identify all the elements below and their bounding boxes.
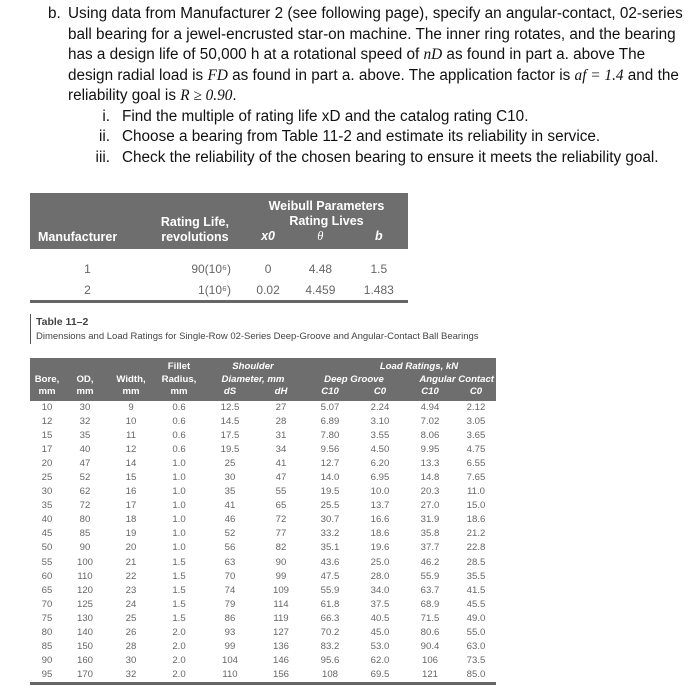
cell-dg-c10: 55.9 [320, 584, 340, 596]
table-caption: Dimensions and Load Ratings for Single-Row 02-Series Deep-Groove and Angular-Contact Ball Bearings [36, 331, 479, 342]
cell-width: 30 [125, 655, 137, 667]
cell-ac-c0: 3.05 [466, 415, 486, 427]
cell-fillet: 2.0 [172, 641, 186, 653]
cell-ac-c0: 22.8 [466, 542, 486, 554]
header-dh: dH [274, 386, 288, 397]
cell-ac-c0: 7.65 [466, 471, 486, 483]
cell-dh: 156 [272, 669, 289, 681]
cell-width: 17 [125, 500, 137, 512]
table-row [30, 499, 496, 513]
cell-dg-c10: 35.1 [320, 542, 340, 554]
table-row [30, 668, 496, 682]
cell-width: 11 [126, 429, 136, 441]
cell-width: 12 [125, 443, 137, 455]
cell-dg-c10: 70.2 [320, 627, 340, 638]
subitem-number: i. [102, 107, 110, 125]
table-row [30, 443, 496, 457]
cell-dg-c0: 53.0 [370, 641, 390, 653]
cell-dg-c10: 47.5 [320, 570, 340, 582]
cell-ds: 35 [224, 486, 236, 498]
header-b: b [374, 229, 383, 243]
cell-dh: 27 [275, 401, 287, 413]
cell-ac-c0: 45.5 [466, 598, 486, 610]
header-rating-lives: Rating Lives [289, 214, 364, 228]
cell-ds: 63 [224, 556, 236, 568]
cell-od: 100 [76, 556, 93, 568]
cell-bore: 80 [41, 627, 53, 638]
cell-od: 80 [79, 514, 91, 526]
cell-theta: 4.459 [305, 283, 336, 297]
cell-od: 110 [77, 570, 93, 582]
cell-fillet: 2.0 [172, 627, 186, 638]
text-segment: as found in part a. above. The application factor is [227, 66, 575, 84]
cell-ds: 19.5 [220, 443, 240, 455]
header-radius: Radius, [161, 373, 197, 385]
table-row [30, 640, 496, 654]
cell-width: 28 [125, 641, 137, 653]
cell-dh: 119 [273, 612, 289, 624]
cell-dg-c0: 62.0 [370, 655, 390, 667]
cell-od: 40 [79, 443, 91, 455]
cell-fillet: 0.6 [172, 429, 186, 441]
unit-width: mm [122, 386, 140, 397]
cell-fillet: 0.6 [172, 401, 186, 413]
cell-theta: 4.48 [308, 262, 333, 276]
cell-dh: 55 [275, 486, 287, 498]
cell-width: 10 [125, 415, 137, 427]
cell-width: 18 [125, 514, 137, 526]
cell-bore: 50 [41, 542, 53, 554]
subitem [78, 127, 688, 148]
table-11-2-bottom-rule [30, 682, 496, 685]
text-segment: . [232, 87, 237, 104]
cell-ac-c0: 28.5 [466, 556, 486, 568]
cell-ds: 93 [224, 627, 236, 638]
cell-dg-c0: 4.50 [370, 443, 390, 455]
subitem-text: Choose a bearing from Table 11-2 and estimate its reliability in service. [122, 128, 601, 145]
cell-dg-c10: 66.3 [320, 612, 340, 624]
cell-bore: 25 [41, 471, 53, 483]
cell-bore: 90 [41, 655, 53, 667]
problem-text [68, 4, 688, 107]
cell-b: 1.5 [370, 262, 388, 276]
cell-width: 23 [125, 584, 137, 596]
cell-bore: 35 [41, 500, 53, 512]
cell-bore: 20 [41, 457, 53, 469]
cell-ac-c0: 55.0 [466, 627, 486, 638]
cell-dg-c0: 10.0 [370, 486, 390, 498]
cell-dg-c0: 6.20 [370, 457, 390, 469]
cell-od: 32 [79, 415, 91, 427]
table-row [30, 570, 496, 584]
cell-od: 130 [76, 612, 93, 624]
header-dg-c0: C0 [373, 386, 387, 397]
cell-dh: 109 [272, 584, 289, 596]
cell-od: 90 [79, 542, 91, 554]
cell-width: 22 [125, 570, 137, 582]
cell-dg-c0: 69.5 [370, 669, 390, 681]
problem-statement [48, 4, 688, 168]
cell-od: 62 [79, 486, 91, 498]
cell-dh: 82 [275, 542, 287, 554]
cell-ac-c10: 106 [421, 655, 438, 667]
table-title: Table 11–2 [36, 316, 89, 328]
header-rating-life-line2: revolutions [161, 230, 229, 244]
cell-ac-c10: 20.3 [420, 486, 440, 498]
cell-fillet: 2.0 [172, 669, 186, 681]
weibull-parameters-table [30, 193, 408, 309]
cell-ac-c10: 68.9 [420, 598, 440, 610]
cell-ds: 41 [224, 500, 236, 512]
cell-dh: 34 [275, 443, 287, 455]
header-bore: Bore, [34, 373, 60, 385]
cell-manufacturer: 2 [84, 283, 91, 297]
cell-ac-c0: 11.0 [467, 486, 485, 498]
cell-bore: 40 [41, 514, 53, 526]
header-manufacturer: Manufacturer [38, 230, 118, 244]
cell-ds: 25 [224, 457, 236, 469]
cell-ac-c10: 31.9 [420, 514, 440, 526]
header-od: OD, [76, 373, 94, 385]
cell-dh: 31 [275, 429, 287, 441]
header-rating-life [145, 193, 245, 249]
cell-ac-c10: 14.8 [420, 471, 440, 483]
cell-od: 47 [79, 457, 91, 469]
reliability-expression: R ≥ 0.90 [180, 87, 233, 104]
cell-dg-c0: 28.0 [370, 570, 390, 582]
cell-od: 35 [79, 429, 91, 441]
cell-dg-c10: 19.5 [320, 486, 340, 498]
cell-fillet: 1.5 [172, 598, 186, 610]
header-load-ratings: Load Ratings, kN [379, 361, 459, 372]
table-row [30, 429, 496, 443]
cell-fillet: 2.0 [172, 655, 186, 667]
table-row [30, 556, 496, 570]
cell-od: 140 [76, 627, 93, 638]
header-ds: dS [223, 386, 237, 397]
cell-ac-c10: 37.7 [420, 542, 440, 554]
cell-od: 160 [76, 655, 93, 667]
cell-fillet: 1.0 [172, 457, 186, 469]
header-fillet: Fillet [167, 361, 191, 372]
cell-ds: 104 [221, 655, 238, 667]
header-ac-c10: C10 [421, 386, 439, 397]
cell-dg-c0: 37.5 [370, 598, 390, 610]
cell-dh: 99 [275, 570, 287, 582]
cell-ac-c10: 121 [421, 669, 438, 681]
cell-ac-c0: 3.65 [466, 429, 486, 441]
cell-dg-c10: 7.80 [320, 429, 340, 441]
cell-ac-c10: 7.02 [420, 415, 440, 427]
cell-bore: 95 [41, 669, 53, 681]
cell-width: 21 [125, 556, 137, 568]
cell-od: 85 [79, 528, 91, 540]
cell-width: 19 [125, 528, 137, 540]
cell-dh: 136 [272, 641, 289, 653]
cell-dg-c10: 61.8 [320, 598, 340, 610]
table-row [30, 513, 496, 527]
cell-dg-c0: 16.6 [370, 514, 390, 526]
cell-width: 15 [125, 471, 137, 483]
cell-od: 72 [79, 500, 91, 512]
subitem [78, 148, 688, 169]
cell-ac-c0: 73.5 [466, 655, 486, 667]
af-expression: af = 1.4 [574, 66, 624, 84]
table-row [30, 471, 496, 485]
cell-manufacturer: 1 [84, 262, 91, 276]
cell-dg-c10: 43.6 [320, 556, 340, 568]
cell-ds: 79 [224, 598, 236, 610]
header-dg-c10: C10 [321, 386, 339, 397]
cell-fillet: 0.6 [172, 415, 186, 427]
cell-rating-life: 90(10⁶) [191, 262, 231, 276]
cell-width: 16 [125, 486, 137, 498]
cell-ac-c10: 27.0 [420, 500, 440, 512]
cell-ac-c0: 2.12 [466, 401, 486, 413]
cell-dh: 65 [275, 500, 287, 512]
cell-dh: 28 [275, 415, 287, 427]
cell-fillet: 1.5 [172, 556, 186, 568]
cell-ac-c0: 49.0 [466, 612, 486, 624]
cell-dh: 127 [272, 627, 289, 638]
cell-ac-c10: 71.5 [420, 612, 440, 624]
cell-dg-c10: 14.0 [320, 471, 340, 483]
cell-ac-c10: 35.8 [420, 528, 440, 540]
cell-od: 150 [76, 641, 93, 653]
cell-fillet: 1.0 [172, 486, 186, 498]
cell-dg-c0: 40.5 [370, 612, 390, 624]
table-row [30, 626, 496, 640]
header-deep-groove: Deep Groove [324, 373, 384, 385]
cell-bore: 65 [41, 584, 53, 596]
cell-ac-c0: 41.5 [466, 584, 486, 596]
FD-symbol: FD [207, 66, 228, 84]
cell-dg-c0: 19.6 [370, 542, 390, 554]
subitem-text: Find the multiple of rating life xD and the catalog rating C10. [122, 107, 529, 125]
cell-od: 125 [76, 598, 93, 610]
cell-od: 52 [79, 471, 91, 483]
subitem-text: Check the reliability of the chosen bearing to ensure it meets the reliability goal. [122, 148, 659, 166]
cell-width: 20 [125, 542, 137, 554]
cell-ac-c0: 6.55 [466, 457, 486, 469]
text-segment: as found in part a. above The design radial load is [68, 46, 646, 84]
unit-fillet: mm [170, 386, 188, 397]
cell-ac-c0: 35.5 [466, 570, 486, 582]
cell-od: 170 [76, 669, 93, 681]
cell-ac-c0: 4.75 [466, 443, 486, 455]
cell-dg-c0: 3.55 [370, 429, 390, 441]
subitem-number: iii. [95, 148, 110, 166]
cell-ds: 70 [224, 570, 236, 582]
cell-dg-c0: 45.0 [370, 627, 390, 638]
cell-ac-c0: 63.0 [466, 641, 486, 653]
cell-dg-c0: 3.10 [370, 415, 390, 427]
header-angular-contact: Angular Contact [419, 373, 494, 385]
subitem-number: ii. [98, 128, 110, 145]
cell-fillet: 1.5 [172, 584, 186, 596]
cell-ac-c10: 80.6 [420, 627, 440, 638]
problem-label: b. [48, 5, 61, 22]
cell-dh: 72 [275, 514, 287, 526]
cell-fillet: 1.0 [172, 500, 186, 512]
cell-ds: 86 [224, 612, 236, 624]
cell-dg-c10: 25.5 [320, 500, 340, 512]
header-rating-life-line1: Rating Life, [160, 215, 229, 229]
cell-fillet: 1.0 [172, 514, 186, 526]
header-weibull-group: Weibull Parameters [268, 199, 385, 213]
table-row [30, 415, 496, 429]
cell-bore: 30 [41, 486, 53, 498]
cell-ac-c10: 13.3 [420, 457, 440, 469]
cell-ds: 99 [224, 641, 236, 653]
cell-dh: 90 [275, 556, 287, 568]
nD-symbol: nD [423, 46, 443, 63]
cell-bore: 60 [41, 570, 53, 582]
cell-fillet: 1.5 [172, 612, 186, 624]
cell-rating-life: 1(10⁶) [198, 283, 231, 297]
subitem-list [48, 107, 688, 169]
cell-ac-c10: 55.9 [420, 570, 440, 582]
cell-dh: 47 [275, 471, 287, 483]
cell-fillet: 1.0 [172, 542, 186, 554]
cell-x0: 0 [264, 262, 272, 276]
cell-ds: 30 [224, 471, 236, 483]
cell-ds: 17.5 [220, 429, 240, 441]
cell-ac-c0: 15.0 [466, 500, 486, 512]
cell-dg-c0: 25.0 [370, 556, 390, 568]
cell-od: 30 [79, 401, 91, 413]
cell-bore: 15 [41, 429, 53, 441]
cell-dg-c10: 83.2 [320, 641, 340, 653]
cell-ac-c0: 18.6 [466, 514, 486, 526]
header-ac-c0: C0 [469, 386, 483, 397]
header-width: Width, [116, 373, 146, 385]
cell-ds: 56 [224, 542, 236, 554]
header-diameter: Diameter, mm [221, 373, 285, 385]
cell-ac-c10: 63.7 [420, 584, 440, 596]
cell-dg-c10: 12.7 [320, 457, 340, 469]
table-row [30, 457, 496, 471]
cell-width: 26 [125, 627, 137, 638]
cell-width: 25 [125, 612, 137, 624]
cell-bore: 85 [41, 641, 53, 653]
text-segment: and the reliability goal is [68, 66, 679, 104]
cell-ac-c10: 90.4 [420, 641, 440, 653]
cell-ds: 46 [224, 514, 236, 526]
cell-ac-c10: 8.06 [420, 429, 440, 441]
cell-dh: 77 [275, 528, 287, 540]
cell-dg-c0: 34.0 [370, 584, 390, 596]
cell-bore: 12 [41, 415, 53, 427]
cell-fillet: 1.0 [172, 471, 186, 483]
unit-bore: mm [38, 386, 56, 397]
table-row [30, 280, 408, 301]
cell-bore: 17 [41, 443, 53, 455]
cell-b: 1.483 [363, 283, 394, 297]
cell-x0: 0.02 [256, 283, 280, 297]
cell-width: 9 [128, 401, 134, 413]
cell-dg-c10: 95.6 [320, 655, 340, 667]
cell-dh: 114 [273, 598, 289, 610]
cell-ds: 52 [224, 528, 236, 540]
cell-bore: 55 [41, 556, 53, 568]
cell-ac-c10: 46.2 [420, 556, 440, 568]
table-11-2-heading [30, 314, 479, 344]
cell-fillet: 0.6 [172, 443, 186, 455]
cell-ds: 14.5 [220, 415, 240, 427]
cell-bore: 75 [41, 612, 53, 624]
table-bottom-rule [30, 300, 408, 303]
cell-ac-c0: 21.2 [466, 528, 486, 540]
cell-ds: 74 [224, 584, 236, 596]
cell-od: 120 [76, 584, 93, 596]
cell-fillet: 1.0 [172, 528, 186, 540]
cell-bore: 10 [41, 401, 53, 413]
cell-ds: 12.5 [220, 401, 240, 413]
header-x0: x0 [261, 229, 276, 243]
table-row [30, 598, 496, 612]
cell-dg-c10: 6.89 [320, 415, 340, 427]
table-row [30, 541, 496, 555]
unit-od: mm [76, 386, 94, 397]
table-row [30, 400, 496, 415]
cell-fillet: 1.5 [172, 570, 186, 582]
table-row [30, 527, 496, 541]
subitem [78, 107, 688, 128]
table-row [30, 654, 496, 668]
table-row [30, 584, 496, 598]
cell-dg-c0: 18.6 [370, 528, 390, 540]
header-theta: θ [317, 229, 324, 243]
cell-width: 32 [125, 669, 137, 681]
cell-ac-c0: 85.0 [466, 669, 486, 681]
cell-width: 24 [125, 598, 137, 610]
cell-dg-c0: 13.7 [370, 500, 390, 512]
cell-bore: 45 [41, 528, 53, 540]
cell-dg-c10: 108 [321, 669, 338, 681]
cell-ac-c10: 9.95 [420, 443, 440, 455]
cell-dg-c10: 9.56 [320, 443, 340, 455]
cell-dg-c10: 30.7 [320, 514, 340, 526]
cell-dh: 146 [272, 655, 289, 667]
bearing-ratings-table [30, 358, 496, 682]
cell-width: 14 [125, 457, 137, 469]
table-row [30, 612, 496, 626]
header-shoulder: Shoulder [232, 361, 274, 372]
text-segment: Using data from Manufacturer 2 (see following page), specify an angular-contact, 02-series ball bearing for a jewel-encrusted star-on machine. The inner ring rotates, and the bearing has a design life of 50,000 h at a rotational speed of [68, 5, 683, 63]
cell-dg-c0: 6.95 [370, 471, 390, 483]
table-row [30, 259, 408, 280]
cell-dg-c10: 33.2 [320, 528, 340, 540]
cell-dg-c10: 5.07 [320, 401, 340, 413]
table-row [30, 485, 496, 499]
cell-bore: 70 [41, 598, 53, 610]
cell-dg-c0: 2.24 [370, 401, 390, 413]
cell-ds: 110 [222, 669, 238, 681]
cell-dh: 41 [275, 457, 287, 469]
cell-ac-c10: 4.94 [420, 401, 440, 413]
